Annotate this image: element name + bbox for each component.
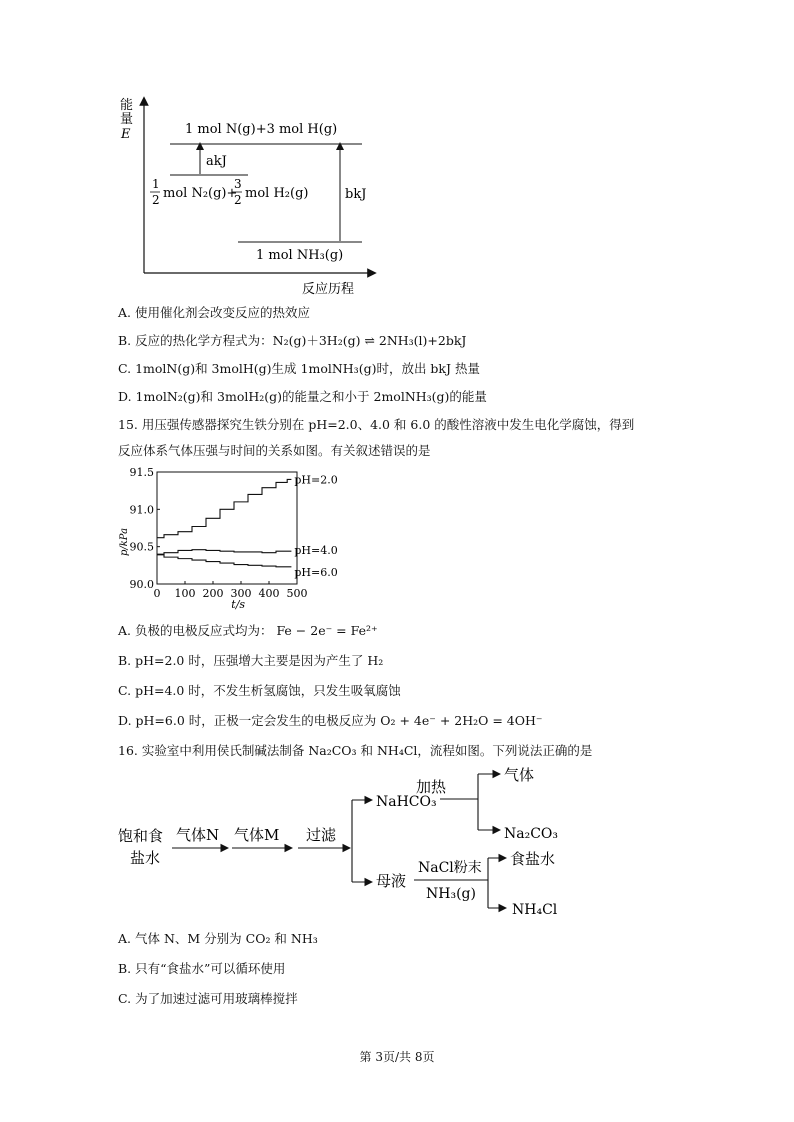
q14-option-c: C. 1molN(g)和 3molH(g)生成 1molNH₃(g)时，放出 bkJ 热量 [118,361,480,376]
top-level-label: 1 mol N(g)+3 mol H(g) [185,122,338,137]
y-axis-label-1: 能 [120,98,134,113]
series-label: pH=4.0 [294,544,338,558]
q14-option-a: A. 使用催化剂会改变反应的热效应 [118,305,310,320]
arrow-a-label: akJ [206,154,227,169]
y-axis-label-3: E [121,127,131,142]
y-tick-label: 91.5 [129,466,154,479]
flow-add-bottom: NH₃(g) [426,886,476,902]
series-line-pH=6.0 [157,554,291,567]
q16-stem: 16. 实验室中利用侯氏制碱法制备 Na₂CO₃ 和 NH₄Cl，流程如图。下列说法正确的是 [118,743,593,758]
mid-level-mid: mol N₂(g)+ [163,186,238,201]
x-axis-label: t/s [231,598,246,611]
q16-option-a: A. 气体 N、M 分别为 CO₂ 和 NH₃ [118,931,318,946]
series-label: pH=2.0 [294,473,338,487]
x-tick-label: 500 [286,587,308,600]
series-line-pH=4.0 [157,550,291,555]
q16-option-c: C. 为了加速过滤可用玻璃棒搅拌 [118,991,298,1006]
flow-mother-liquor: 母液 [376,872,407,890]
flow-step1: 气体N [176,826,220,844]
q15-option-d: D. pH=6.0 时，正极一定会发生的电极反应为 O₂ + 4e⁻ + 2H₂O = 4OH⁻ [118,713,543,728]
frac1-num: 1 [152,177,160,191]
frac2-den: 2 [234,193,242,207]
q14-option-d: D. 1molN₂(g)和 3molH₂(g)的能量之和小于 2molNH₃(g)的能量 [118,389,487,404]
y-tick-label: 90.5 [129,540,154,554]
x-tick-label: 400 [258,587,280,600]
flow-start-2: 盐水 [130,849,161,867]
y-tick-label: 90.0 [129,578,154,591]
y-axis-label: p/kPa [119,527,130,557]
frac2-num: 3 [234,177,242,191]
hou-process-flowchart [110,762,600,922]
flow-brine: 食盐水 [510,850,556,868]
flow-step3: 过滤 [306,826,337,844]
energy-diagram [110,95,380,300]
q15-option-c: C. pH=4.0 时，不发生析氢腐蚀，只发生吸氧腐蚀 [118,683,401,698]
flow-heat: 加热 [416,778,447,796]
y-tick-label: 91.0 [129,503,154,517]
x-tick-label: 0 [153,587,161,600]
arrow-b-label: bkJ [345,187,367,202]
q15-option-b: B. pH=2.0 时，压强增大主要是因为产生了 H₂ [118,653,384,668]
page-footer: 第 3页/共 8页 [359,1050,435,1064]
q14-option-b: B. 反应的热化学方程式为：N₂(g)＋3H₂(g) ⇌ 2NH₃(l)+2bkJ [118,333,467,348]
bottom-level-label: 1 mol NH₃(g) [256,248,344,263]
flow-gas: 气体 [504,766,535,784]
flow-start-1: 饱和食 [118,827,164,845]
q15-stem-line2: 反应体系气体压强与时间的关系如图。有关叙述错误的是 [118,443,431,458]
q15-option-a: A. 负极的电极反应式均为： Fe − 2e⁻ = Fe²⁺ [118,623,378,638]
flow-step2: 气体M [234,826,280,844]
series-line-pH=2.0 [157,479,291,537]
mid-level-end: mol H₂(g) [245,186,309,201]
flow-nahco3: NaHCO₃ [376,794,437,810]
x-tick-label: 100 [174,587,196,600]
x-tick-label: 200 [202,587,224,600]
frac1-den: 2 [152,193,160,207]
flow-na2co3: Na₂CO₃ [504,826,559,842]
x-axis-label: 反应历程 [302,282,355,297]
x-tick-label: 300 [230,587,252,600]
flow-add-top: NaCl粉末 [418,860,482,876]
q15-stem-line1: 15. 用压强传感器探究生铁分别在 pH=2.0、4.0 和 6.0 的酸性溶液中发生电化学腐蚀，得到 [118,417,635,432]
y-axis-label-2: 量 [120,112,134,127]
q16-option-b: B. 只有“食盐水”可以循环使用 [118,961,286,976]
pressure-time-chart [115,462,345,612]
series-label: pH=6.0 [294,565,338,579]
flow-nh4cl: NH₄Cl [512,902,558,918]
